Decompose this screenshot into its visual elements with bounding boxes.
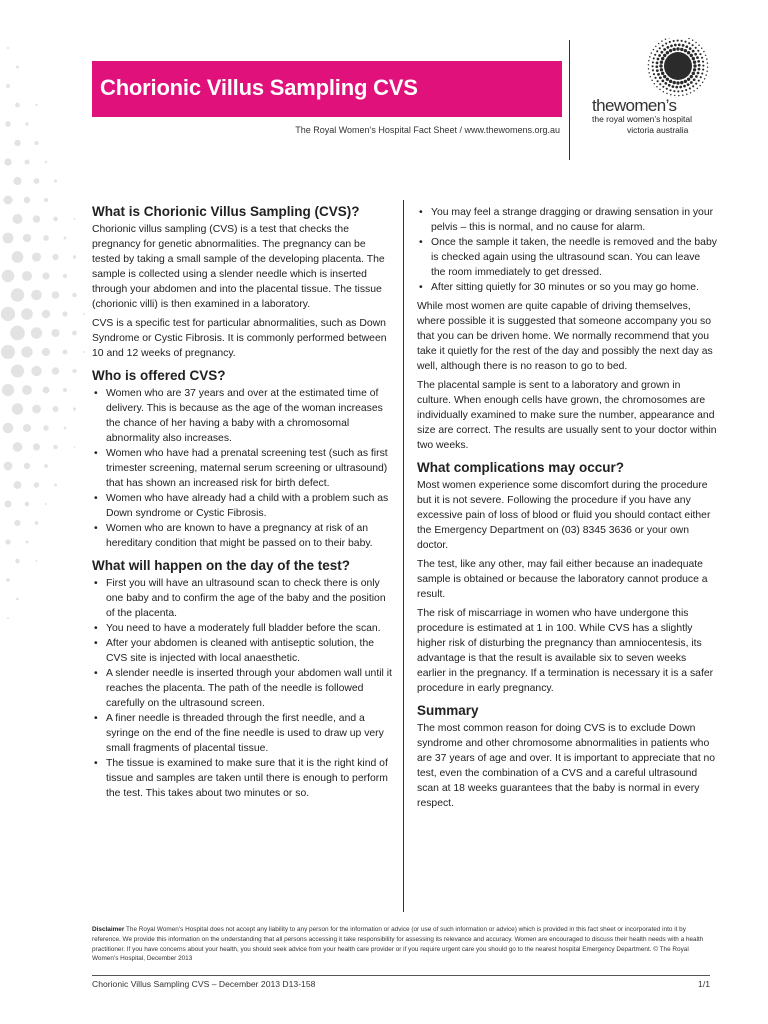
list-item: • The tissue is examined to make sure that it is the right kind of tissue and samples are taken until there is enough to perform the test. This takes about two minutes or so. [92, 756, 392, 801]
heading-what-is-cvs: What is Chorionic Villus Sampling (CVS)? [92, 204, 360, 219]
paragraph: The test, like any other, may fail either because an inadequate sample is obtained or because the laboratory cannot produce a result. [417, 559, 708, 600]
list-item: • You may feel a strange dragging or drawing sensation in your pelvis – this is normal, and no cause for alarm. [417, 205, 717, 235]
header-divider [569, 40, 570, 160]
logo-location: victoria australia [627, 125, 689, 135]
who-offered-list [92, 386, 392, 551]
title-banner [92, 61, 562, 117]
list-item: • Women who have already had a child with a problem such as Down syndrome or Cystic Fibrosis. [92, 491, 392, 521]
heading-who-offered: Who is offered CVS? [92, 368, 226, 383]
heading-day-of-test: What will happen on the day of the test? [92, 558, 351, 573]
disclaimer-text: The Royal Women’s Hospital does not accept any liability to any person for the information or advice (or use of such information or advice) which is provided in this fact sheet or incorporated into it by reference. We provide this information on the understanding that all persons accessing it take responsibility for assessing its relevance and accuracy. Women are encouraged to discuss their health needs with a health practitioner. If you have concerns about your health, you should seek advice from your health care provider or if you require urgent care you should go to the nearest hospital Emergency Department. © The Royal Women’s Hospital, December 2013 [92, 926, 704, 963]
paragraph: Most women experience some discomfort during the procedure but it is not severe. Following the procedure if you have any excessive pain of loss of blood or fluid you should contact either the Emergency Department on (03) 8345 3636 or your own doctor. [417, 480, 711, 551]
day-of-test-list [92, 576, 392, 801]
paragraph: The most common reason for doing CVS is to exclude Down syndrome and other chromosome abnormalities in patients who are 37 years of age and over. It is important to appreciate that no test, even the combination of a CVS and a careful ultrasound scan at 18 weeks guarantees that the baby is normal in every respect. [417, 723, 716, 809]
footer-document-id: Chorionic Villus Sampling CVS – December 2013 D13-158 [92, 979, 316, 989]
list-item: • First you will have an ultrasound scan to check there is only one baby and to confirm the age of the baby and the position of the placenta. [92, 576, 392, 621]
list-item: • Women who are known to have a pregnancy at risk of an hereditary condition that might be passed on to their baby. [92, 521, 392, 551]
list-item: • Once the sample it taken, the needle is removed and the baby is checked again using the ultrasound scan. You can leave the room immediately to get dressed. [417, 235, 717, 280]
fact-sheet-subtitle: The Royal Women’s Hospital Fact Sheet / www.thewomens.org.au [295, 125, 560, 135]
list-item: • You need to have a moderately full bladder before the scan. [92, 621, 392, 636]
paragraph: Chorionic villus sampling (CVS) is a test that checks the pregnancy for genetic abnormalities. The pregnancy can be tested by taking a small sample of the developing placenta. The sample is collected using a slender needle which is inserted through your abdomen and into the placental tissue. The tissue (chorionic villi) is then examined in a laboratory. [92, 224, 385, 310]
page-number: 1/1 [698, 979, 710, 989]
paragraph: CVS is a specific test for particular abnormalities, such as Down Syndrome or Cystic Fibrosis. It is commonly performed between 10 and 12 weeks of pregnancy. [92, 318, 387, 359]
paragraph: The risk of miscarriage in women who have undergone this procedure is estimated at 1 in 100. While CVS has a slightly higher risk of disturbing the pregnancy than amniocentesis, its advantage is that the result is available six to seven weeks earlier in the pregnancy. If a termination is necessary it is a safer procedure in early pregnancy. [417, 608, 714, 694]
list-item: • A finer needle is threaded through the first needle, and a syringe on the end of the fine needle is used to draw up very small fragments of placental tissue. [92, 711, 392, 756]
paragraph: While most women are quite capable of driving themselves, where possible it is suggested that someone accompany you so that you can be driven home. We normally recommend that you take it quietly for the rest of the day and possibly the next day as well, although there is no reason to go to bed. [417, 301, 713, 372]
disclaimer [92, 925, 710, 964]
right-column [417, 205, 717, 815]
paragraph: The placental sample is sent to a laboratory and grown in culture. When enough cells have grown, the chromosomes are individually examined to make sure the number, appearance and size are correct. The results are usually sent to your doctor within two weeks. [417, 380, 717, 451]
list-item: • After your abdomen is cleaned with antiseptic solution, the CVS site is injected with local anaesthetic. [92, 636, 392, 666]
list-item: • After sitting quietly for 30 minutes or so you may go home. [417, 280, 717, 295]
footer-rule [92, 975, 710, 976]
left-column [92, 203, 392, 805]
heading-summary: Summary [417, 703, 479, 718]
list-item: • A slender needle is inserted through your abdomen wall until it reaches the placenta. The path of the needle is followed carefully on the ultrasound screen. [92, 666, 392, 711]
logo-hospital-name: the royal women’s hospital [592, 114, 693, 124]
list-item: • Women who have had a prenatal screening test (such as first trimester screening, maternal serum screening or ultrasound) that has shown an increased risk for birth defect. [92, 446, 392, 491]
list-item: • Women who are 37 years and over at the estimated time of delivery. This is because as the age of the woman increases the chance of her having a baby with a chromosomal abnormality also increases. [92, 386, 392, 446]
column-divider [403, 200, 404, 912]
page-title: Chorionic Villus Sampling CVS [100, 75, 418, 100]
day-of-test-list-continued [417, 205, 717, 295]
disclaimer-label: Disclaimer [92, 926, 125, 933]
logo-wordmark: thewomen’s [592, 96, 677, 115]
heading-complications: What complications may occur? [417, 460, 625, 475]
